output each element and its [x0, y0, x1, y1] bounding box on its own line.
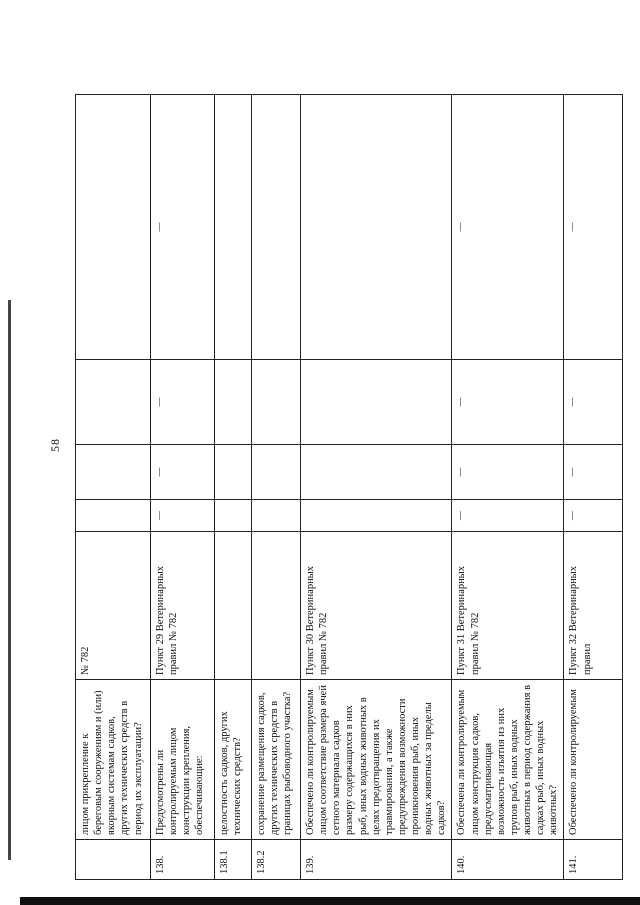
row-number-cell	[76, 840, 151, 880]
table-row	[252, 95, 301, 880]
answer-yes-cell	[76, 500, 151, 532]
question-cell: лицом прикрепление к береговым сооружениям и (или) якорным системам садков, других технических средств в период их эксплуатации?	[76, 680, 151, 840]
answer-na-cell: —	[452, 360, 564, 445]
answer-no-cell	[76, 445, 151, 500]
row-number-cell: 138.2	[252, 840, 301, 880]
answer-yes-cell: —	[151, 500, 215, 532]
legal-reference-cell	[215, 532, 252, 680]
note-cell	[215, 95, 252, 360]
legal-reference-cell: Пункт 29 Ветеринарных правил № 782	[151, 532, 215, 680]
answer-no-cell: —	[564, 445, 623, 500]
answer-na-cell: —	[564, 360, 623, 445]
answer-no-cell	[252, 445, 301, 500]
answer-na-cell	[215, 360, 252, 445]
table-row	[215, 95, 252, 880]
page-number: 58	[48, 438, 62, 452]
question-cell: Предусмотрены ли контролируемым лицом конструкции крепления, обеспечивающие:	[151, 680, 215, 840]
table-row	[151, 95, 215, 880]
row-number-cell: 140.	[452, 840, 564, 880]
scan-bottom-bar	[20, 897, 640, 905]
question-cell: Обеспечена ли контролируемым лицом конструкция садков, предусматривающая возможность изъятия из них трупов рыб, иных водных животных в период содержания в садках рыб, иных водных животных?	[452, 680, 564, 840]
legal-reference-cell: Пункт 31 Ветеринарных правил № 782	[452, 532, 564, 680]
answer-no-cell	[301, 445, 452, 500]
note-cell: —	[452, 95, 564, 360]
scan-edge	[8, 300, 11, 860]
question-cell: целостность садков, других технических средств?	[215, 680, 252, 840]
answer-yes-cell	[301, 500, 452, 532]
answer-yes-cell: —	[564, 500, 623, 532]
legal-reference-cell: Пункт 30 Ветеринарных правил № 782	[301, 532, 452, 680]
question-cell: Обеспечено ли контролируемым лицом соответствие размера ячей сетного материала садков размеру содержащихся в них рыб, иных водных животных в целях предотвращения их травмирования, а также предупреждения возможности проникновения рыб, иных водных животных за пределы садков?	[301, 680, 452, 840]
row-number-cell: 141.	[564, 840, 623, 880]
note-cell	[301, 95, 452, 360]
row-number-cell: 138.	[151, 840, 215, 880]
answer-no-cell: —	[452, 445, 564, 500]
answer-na-cell	[301, 360, 452, 445]
note-cell: —	[564, 95, 623, 360]
row-number-cell: 138.1	[215, 840, 252, 880]
answer-yes-cell: —	[452, 500, 564, 532]
answer-na-cell: —	[151, 360, 215, 445]
question-cell: Обеспечено ли контролируемым	[564, 680, 623, 840]
note-cell	[252, 95, 301, 360]
legal-reference-cell: № 782	[76, 532, 151, 680]
answer-yes-cell	[215, 500, 252, 532]
answer-na-cell	[252, 360, 301, 445]
note-cell	[76, 95, 151, 360]
answer-na-cell	[76, 360, 151, 445]
row-number-cell: 139.	[301, 840, 452, 880]
table-row	[301, 95, 452, 880]
legal-reference-cell	[252, 532, 301, 680]
answer-yes-cell	[252, 500, 301, 532]
answer-no-cell	[215, 445, 252, 500]
answer-no-cell: —	[151, 445, 215, 500]
table-row	[76, 95, 151, 880]
note-cell: —	[151, 95, 215, 360]
table-row	[564, 95, 623, 880]
legal-reference-cell: Пункт 32 Ветеринарных правил	[564, 532, 623, 680]
table-row	[452, 95, 564, 880]
question-cell: сохранение размещения садков, других технических средств в границах рыбоводного участка?	[252, 680, 301, 840]
checklist-table	[75, 94, 623, 880]
checklist-table-sheet	[75, 95, 595, 880]
